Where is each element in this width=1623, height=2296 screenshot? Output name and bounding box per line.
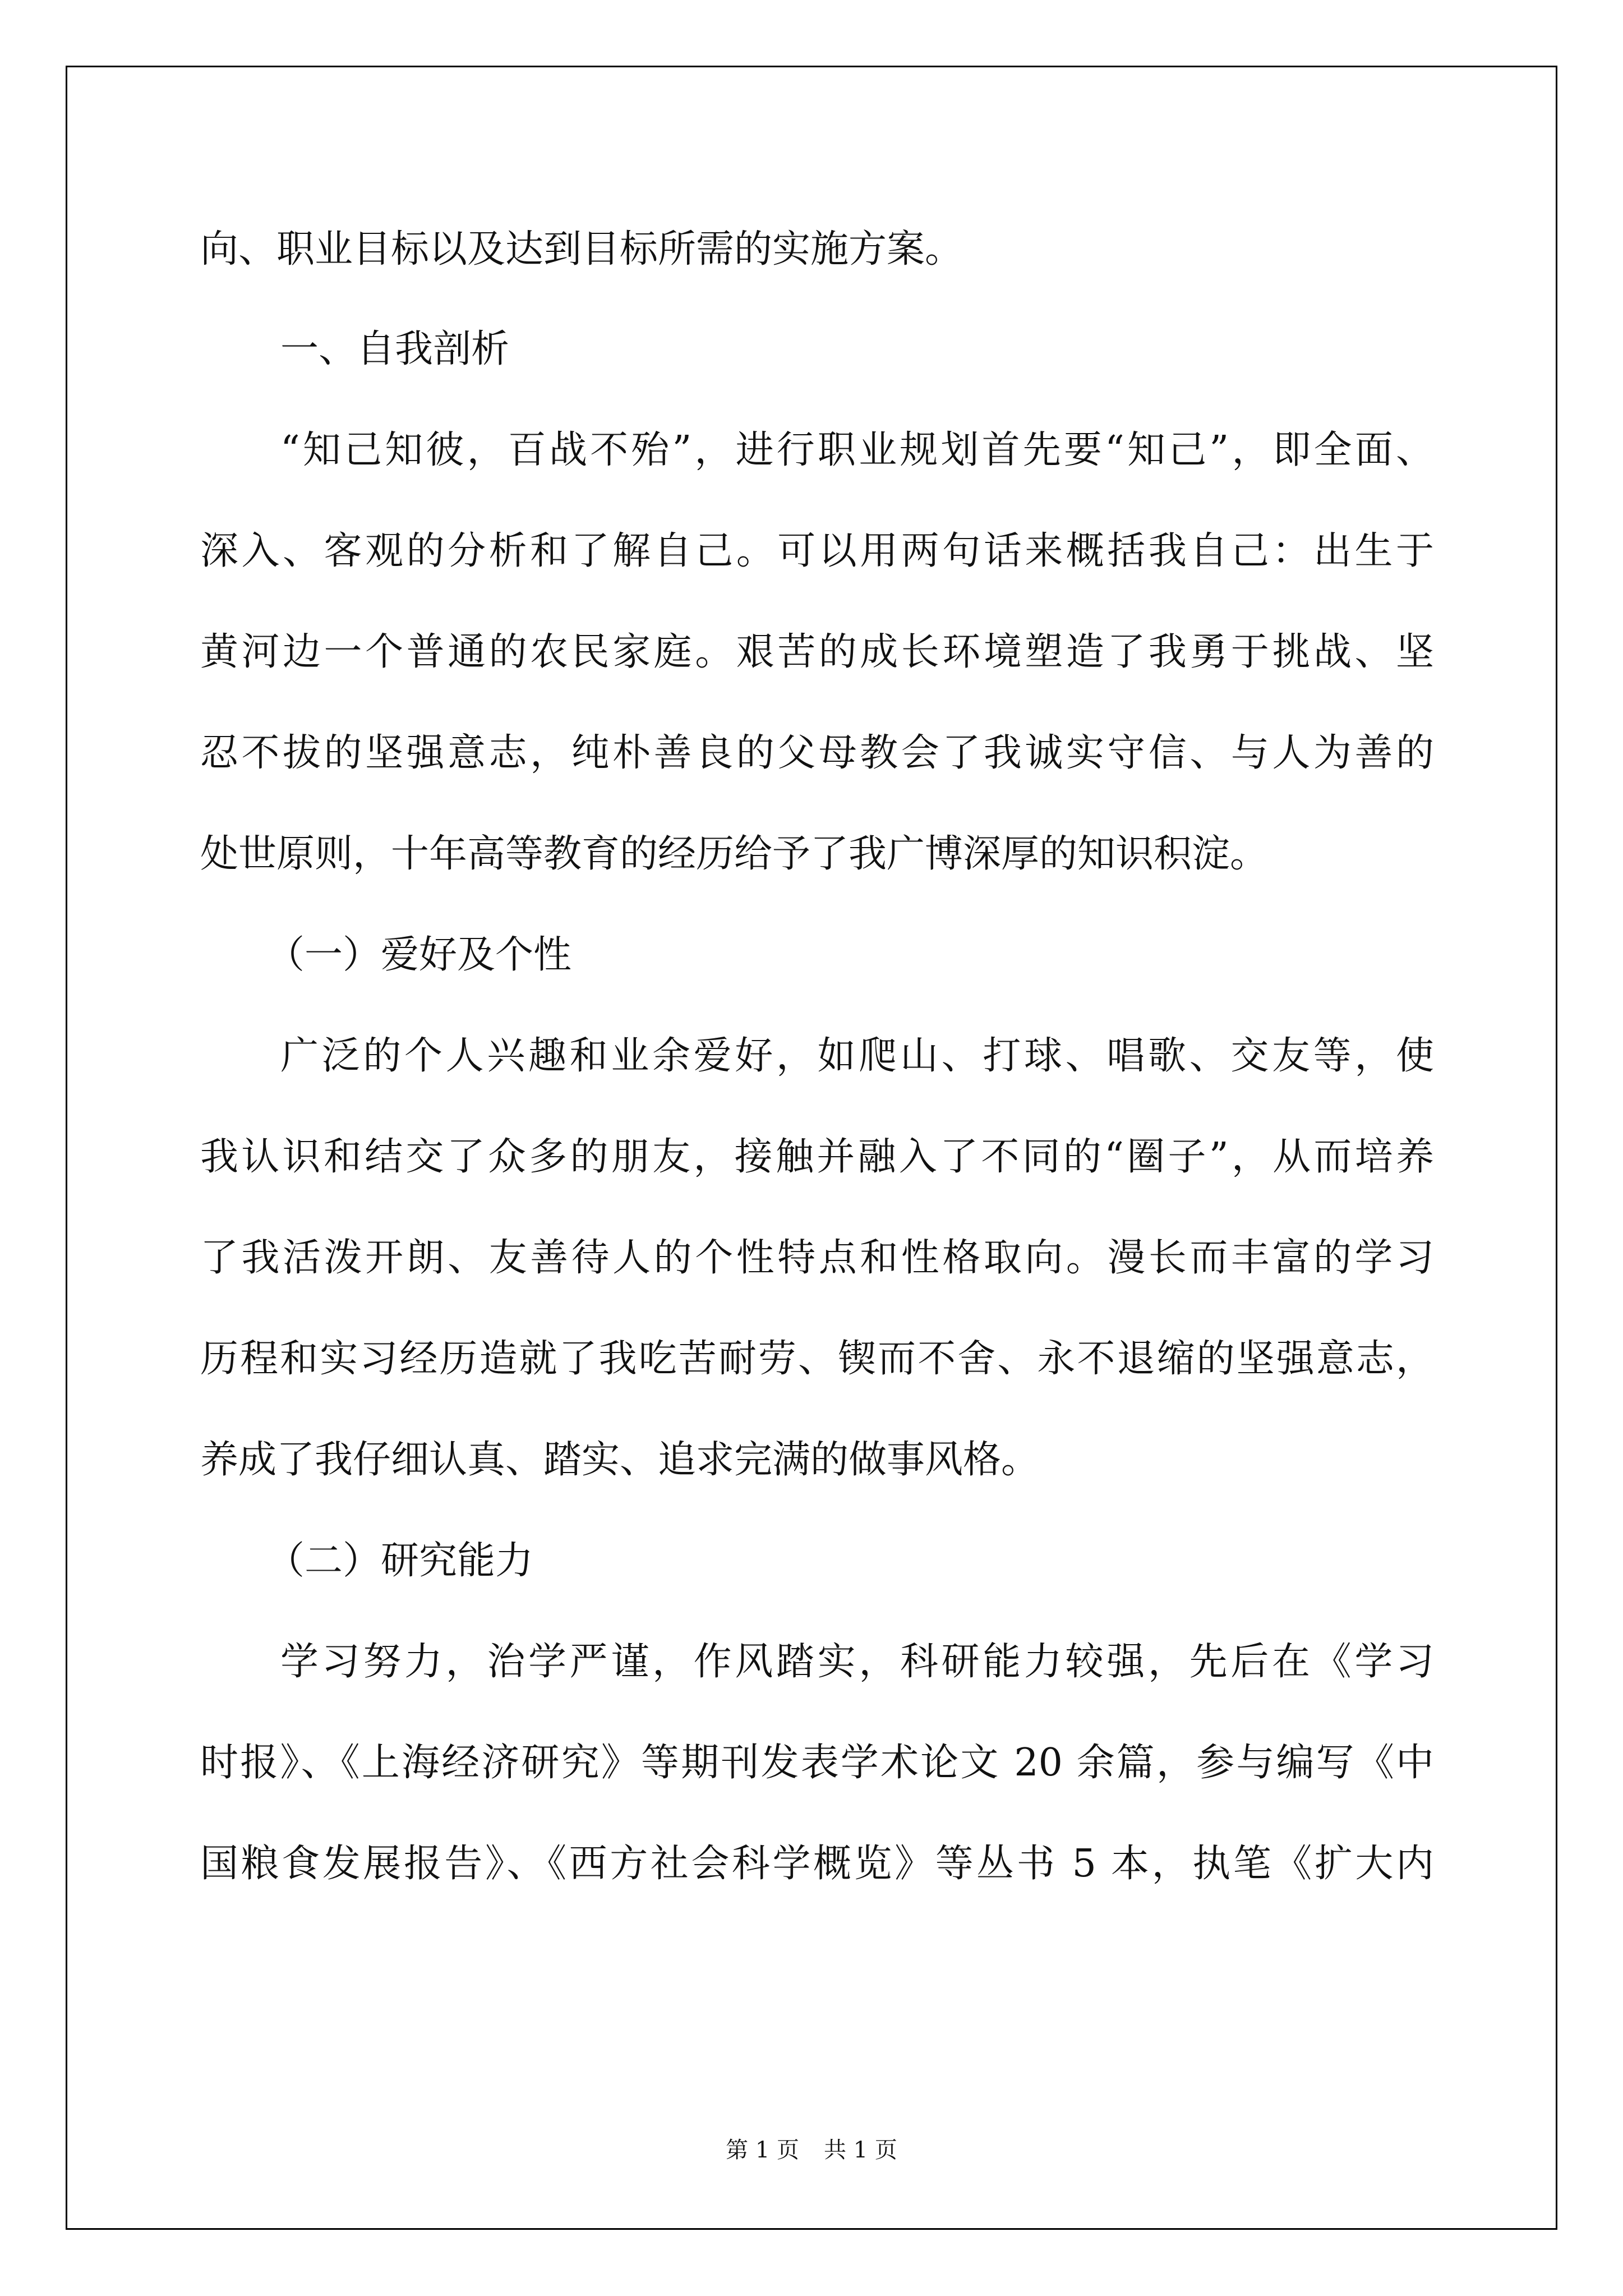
body-text-line: 了我活泼开朗、友善待人的个性特点和性格取向。漫长而丰富的学习 [200, 1236, 1434, 1280]
page-footer [0, 2136, 1623, 2164]
body-text-line: 我认识和结交了众多的朋友，接触并融入了不同的“圈子”，从而培养 [200, 1135, 1434, 1179]
body-text-line: 深入、客观的分析和了解自己。可以用两句话来概括我自己：出生于 [200, 529, 1434, 573]
body-text-line: 向、职业目标以及达到目标所需的实施方案。 [200, 227, 963, 272]
body-text-line: “知己知彼，百战不殆”，进行职业规划首先要“知己”，即全面、 [280, 428, 1434, 472]
body-text-line: 时报》、《上海经济研究》等期刊发表学术论文 20 余篇，参与编写《中 [200, 1741, 1434, 1785]
body-text-line: 国粮食发展报告》、《西方社会科学概览》等丛书 5 本，执笔《扩大内 [200, 1842, 1434, 1886]
body-text-line: 养成了我仔细认真、踏实、追求完满的做事风格。 [200, 1438, 1040, 1482]
page-number: 第 1 页 [726, 2137, 799, 2163]
body-text-line: 历程和实习经历造就了我吃苦耐劳、锲而不舍、永不退缩的坚强意志， [200, 1337, 1434, 1381]
body-text-line: 处世原则，十年高等教育的经历给予了我广博深厚的知识积淀。 [200, 832, 1269, 876]
page-total: 共 1 页 [824, 2137, 897, 2163]
subsection-heading: （一）爱好及个性 [266, 933, 572, 977]
subsection-heading: （二）研究能力 [266, 1539, 534, 1583]
body-text-line: 学习努力，治学严谨，作风踏实，科研能力较强，先后在《学习 [280, 1640, 1434, 1684]
body-text-line: 黄河边一个普通的农民家庭。艰苦的成长环境塑造了我勇于挑战、坚 [200, 630, 1434, 674]
section-heading: 一、自我剖析 [280, 327, 510, 371]
body-text-line: 广泛的个人兴趣和业余爱好，如爬山、打球、唱歌、交友等，使 [280, 1034, 1434, 1078]
body-text-line: 忍不拔的坚强意志，纯朴善良的父母教会了我诚实守信、与人为善的 [200, 731, 1434, 775]
